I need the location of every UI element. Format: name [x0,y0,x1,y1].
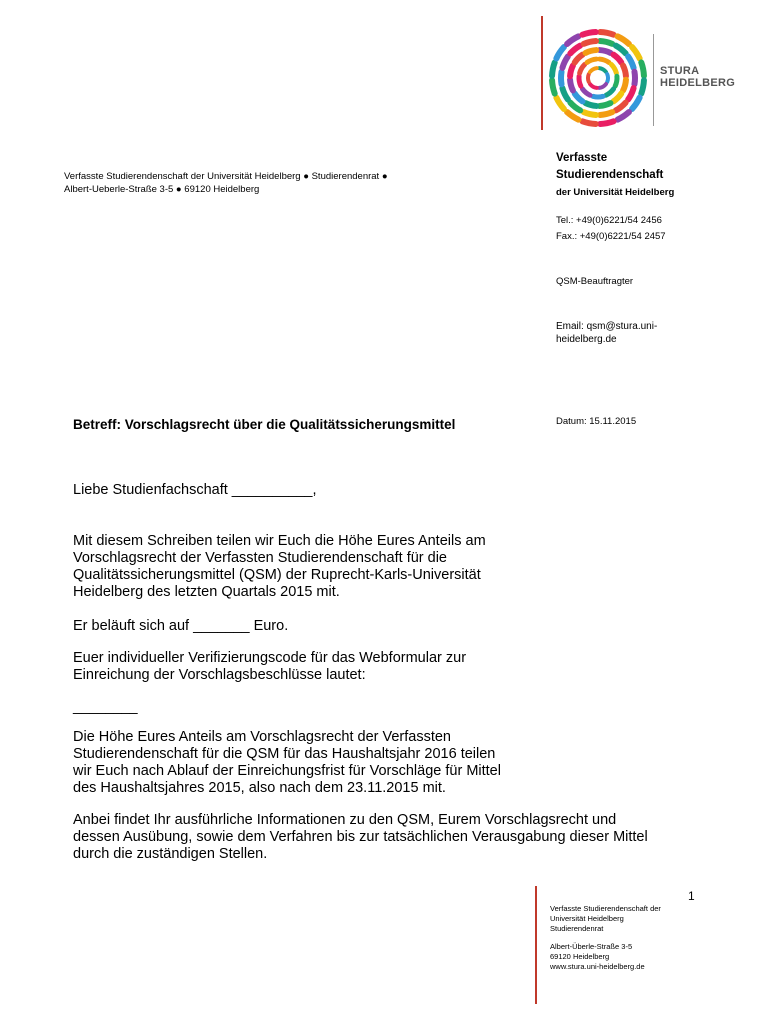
paragraph-5 [73,812,713,863]
logo-segment [607,74,608,82]
page-number: 1 [688,889,695,903]
para5-line2: dessen Ausübung, sowie dem Verfahren bis zur tatsächlichen Verausgabung dieser Mittel [73,829,648,845]
logo-segment [641,80,644,93]
logo-wordmark [660,65,735,89]
logo-segment [590,84,597,88]
logo-segment [600,112,612,115]
para4-line1: Die Höhe Eures Anteils am Vorschlagsrecht der Verfassten [73,729,451,745]
logo-segment [552,80,555,93]
logo-segment [600,103,611,106]
logo-segment [582,89,590,95]
logo-segment [570,46,580,54]
paragraph-4 [73,729,713,797]
footer-line5: 69120 Heidelberg [550,952,610,961]
email-label: Email: [556,321,587,332]
logo-segment [582,121,595,124]
org-line1: Verfasste [556,152,608,164]
para1-line2: Vorschlagsrecht der Verfassten Studierendenschaft für die [73,550,447,566]
logo-segment [628,88,633,99]
footer-line1: Verfasste Studierendenschaft der [550,904,661,913]
logo-segment [562,88,567,99]
logo-segment [613,93,621,101]
logo-segment [562,57,567,68]
para1-line4: Heidelberg des letzten Quartals 2015 mit. [73,584,340,600]
logo-segment [575,93,583,101]
header-divider-line [541,16,543,130]
stura-logo [546,26,650,130]
logo-segment [599,68,606,72]
footer-divider-line [535,886,537,1004]
logo-segment [632,98,640,109]
logo-text-line1: STURA [660,65,700,77]
logo-segment [552,62,555,75]
logo-segment [611,65,616,74]
logo-segment [615,76,617,86]
para4-line3: wir Euch nach Ablauf der Einreichungsfrist für Vorschläge für Mittel [73,763,501,779]
logo-segment [593,96,603,97]
logo-segment [613,55,621,63]
logo-divider [653,34,654,126]
logo-segment [586,50,597,53]
salutation: Liebe Studienfachschaft __________, [73,482,317,498]
letter-date: Datum: 15.11.2015 [556,416,637,427]
logo-segment [628,57,633,68]
sidebar-contact [556,150,736,346]
logo-segment [579,76,581,86]
email-link-part1[interactable]: qsm@stura.uni- [586,321,658,332]
logo-segment [623,66,626,77]
logo-segment [641,62,644,75]
role-title: QSM-Beauftragter [556,276,634,287]
logo-segment [618,112,629,120]
logo-segment [616,46,626,54]
footer-line4: Albert-Überle-Straße 3-5 [550,942,633,951]
logo-segment [570,66,573,77]
footer-line6[interactable]: www.stura.uni-heidelberg.de [550,962,645,971]
logo-segment [580,65,585,74]
tel-number: Tel.: +49(0)6221/54 2456 [556,215,662,226]
logo-segment [584,41,596,44]
logo-segment [600,121,613,124]
logo-segment [556,98,564,109]
logo-segment [600,41,612,44]
logo-segment [587,59,596,62]
org-line3: der Universität Heidelberg [556,187,675,198]
fax-number: Fax.: +49(0)6221/54 2457 [556,231,666,242]
logo-segment [600,32,613,35]
logo-segment [588,74,589,82]
logo-segment [556,47,564,58]
org-line2: Studierendenschaft [556,169,664,181]
logo-segment [570,80,573,91]
email-link-part2[interactable]: heidelberg.de [556,334,617,345]
logo-text-line2: HEIDELBERG [660,77,736,89]
letter-body [73,482,713,863]
logo-segment [623,80,626,91]
sender-address [64,170,504,196]
verification-code-blank: ________ [73,699,138,715]
para5-line1: Anbei findet Ihr ausführliche Informationen zu den QSM, Eurem Vorschlagsrecht und [73,812,617,828]
footer-line3: Studierendenrat [550,924,604,933]
logo-segment [584,112,596,115]
logo-segment [567,112,578,120]
letter-subject: Betreff: Vorschlagsrecht über die Qualitätssicherungsmittel [73,417,456,432]
footer-address [550,904,730,972]
logo-segment [632,47,640,58]
logo-segment [600,50,611,53]
logo-segment [606,89,614,95]
logo-segment [618,36,629,44]
logo-segment [634,72,635,85]
para5-line3: durch die zuständigen Stellen. [73,846,268,862]
logo-rings-icon [546,26,650,130]
logo-segment [582,32,595,35]
paragraph-1 [73,533,713,601]
logo-segment [575,55,583,63]
sender-line1: Verfasste Studierendenschaft der Universität Heidelberg ● Studierendenrat ● [64,171,388,182]
logo-segment [590,68,597,72]
logo-segment [599,84,606,88]
para4-line2: Studierendenschaft für die QSM für das Haushaltsjahr 2016 teilen [73,746,496,762]
para1-line3: Qualitätssicherungsmittel (QSM) der Ruprecht-Karls-Universität [73,567,481,583]
logo-segment [567,36,578,44]
paragraph-2: Er beläuft sich auf _______ Euro. [73,618,289,634]
paragraph-3 [73,650,713,684]
logo-segment [616,103,626,111]
para3-line1: Euer individueller Verifizierungscode für das Webformular zur [73,650,467,666]
para1-line1: Mit diesem Schreiben teilen wir Euch die Höhe Eures Anteils am [73,533,486,549]
para4-line4: des Haushaltsjahres 2015, also nach dem 23.11.2015 mit. [73,780,446,796]
logo-segment [586,103,597,106]
sender-line2: Albert-Ueberle-Straße 3-5 ● 69120 Heidelberg [64,184,260,195]
logo-segment [600,59,609,62]
logo-segment [561,72,562,85]
email-block [556,320,736,346]
para3-line2: Einreichung der Vorschlagsbeschlüsse lautet: [73,667,366,683]
logo-segment [570,103,580,111]
footer-line2: Universität Heidelberg [550,914,624,923]
